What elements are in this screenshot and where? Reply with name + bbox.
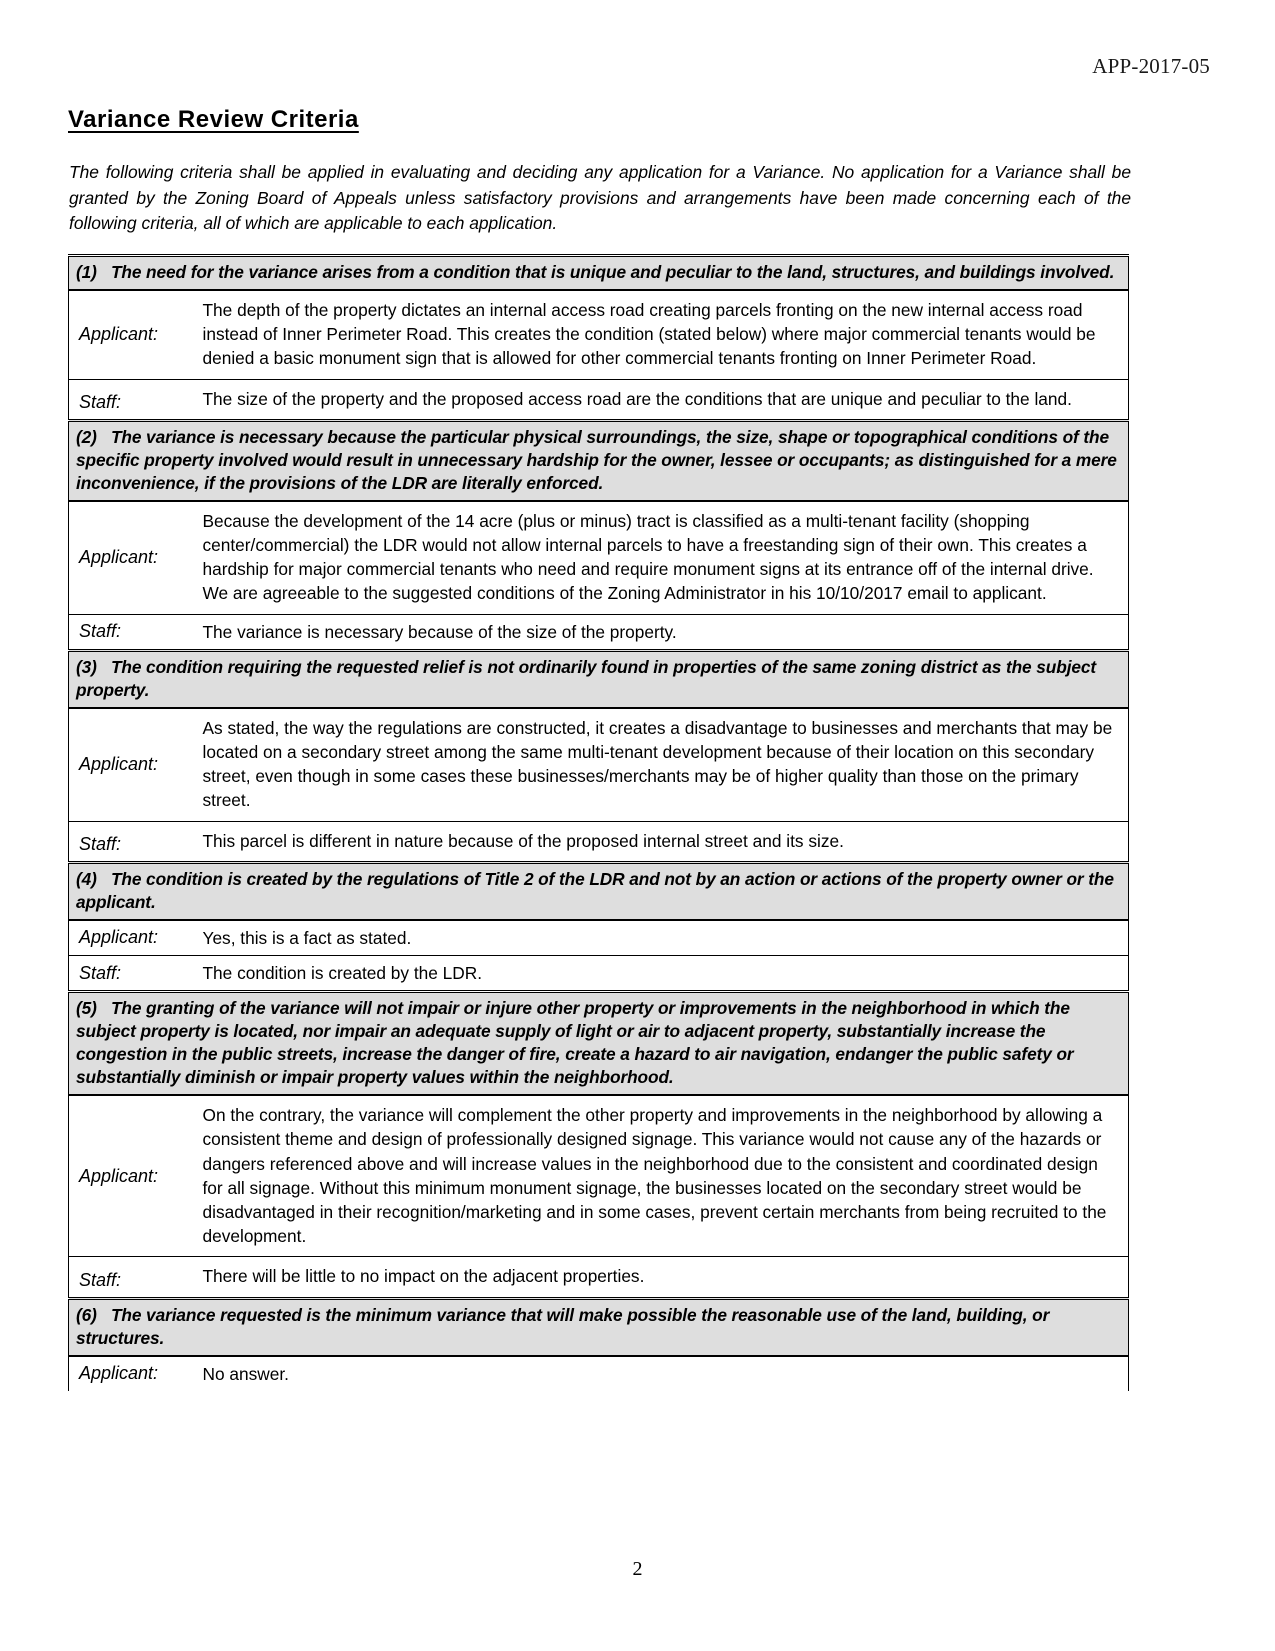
applicant-response-text: No answer. — [203, 1356, 1129, 1391]
applicant-label: Applicant: — [69, 290, 203, 379]
criterion-number: (3) — [76, 656, 97, 677]
staff-response-row — [69, 821, 1129, 862]
criterion-header-cell — [69, 862, 1129, 920]
document-id-header: APP-2017-05 — [1092, 54, 1210, 78]
applicant-response-row — [69, 1356, 1129, 1391]
criterion-statement: The condition requiring the requested relief is not ordinarily found in properties of the same zoning district as the subject property. — [76, 656, 1097, 700]
page-number: 2 — [632, 1558, 643, 1580]
applicant-response-row — [69, 1095, 1129, 1257]
criterion-text — [76, 868, 1121, 914]
criterion-number: (2) — [76, 426, 97, 447]
staff-label: Staff: — [69, 614, 203, 650]
criterion-header-row — [69, 256, 1129, 291]
criterion-header-row — [69, 1298, 1129, 1356]
applicant-label: Applicant: — [69, 501, 203, 614]
applicant-response-text: The depth of the property dictates an internal access road creating parcels fronting on the new internal access road instead of Inner Perimeter Road. This creates the condition (stated below) where major commercial tenants would be denied a basic monument sign that is allowed for other commercial tenants fronting on Inner Perimeter Road. — [203, 290, 1129, 379]
criterion-statement: The need for the variance arises from a condition that is unique and peculiar to the land, structures, and buildings involved. — [110, 262, 1115, 282]
intro-paragraph: The following criteria shall be applied in evaluating and deciding any application for a Variance. No application for a Variance shall be granted by the Zoning Board of Appeals unless satisfactory provisions and arrangements have been made concerning each of the following criteria, all of which are applicable to each application. — [69, 162, 1131, 233]
criterion-statement: The condition is created by the regulations of Title 2 of the LDR and not by an action or actions of the property owner or the applicant. — [76, 868, 1114, 912]
criterion-header-row — [69, 992, 1129, 1096]
criterion-header-row — [69, 420, 1129, 501]
criterion-header-cell — [69, 992, 1129, 1096]
staff-label: Staff: — [69, 1257, 203, 1298]
staff-response-text: There will be little to no impact on the adjacent properties. — [203, 1257, 1129, 1298]
applicant-response-text: Because the development of the 14 acre (plus or minus) tract is classified as a multi-tenant facility (shopping center/commercial) the LDR would not allow internal parcels to have a freestanding sign of their own. This creates a hardship for major commercial tenants who need and require monument signs at its entrance off of the internal drive. We are agreeable to the suggested conditions of the Zoning Administrator in his 10/10/2017 email to applicant. — [203, 501, 1129, 614]
staff-response-text: The variance is necessary because of the size of the property. — [203, 614, 1129, 650]
page-title: Variance Review Criteria — [68, 106, 359, 133]
staff-label: Staff: — [69, 379, 203, 420]
applicant-response-text: Yes, this is a fact as stated. — [203, 920, 1129, 956]
applicant-label: Applicant: — [69, 920, 203, 956]
applicant-label: Applicant: — [69, 708, 203, 821]
applicant-response-text: On the contrary, the variance will complement the other property and improvements in the neighborhood by allowing a consistent theme and design of professionally designed signage. This variance would not cause any of the hazards or dangers referenced above and will increase values in the neighborhood due to the consistent and coordinated design for all signage. Without this minimum monument signage, the businesses located on the secondary street would be disadvantaged in their recognition/marketing and in some cases, prevent certain merchants from being recruited to the development. — [203, 1095, 1129, 1257]
staff-response-text: The size of the property and the proposed access road are the conditions that are unique and peculiar to the land. — [203, 379, 1129, 420]
applicant-response-text: As stated, the way the regulations are constructed, it creates a disadvantage to businesses and merchants that may be located on a secondary street among the same multi-tenant development because of their location on this secondary street, even though in some cases these businesses/merchants may be of higher quality than those on the primary street. — [203, 708, 1129, 821]
criterion-header-cell — [69, 256, 1129, 291]
criterion-text — [76, 656, 1121, 702]
criterion-statement: The variance is necessary because the particular physical surroundings, the size, shape or topographical conditions of the specific property involved would result in unnecessary hardship for the owner, lessee or occupants; as distinguished for a mere inconvenience, if the provisions of the LDR are literally enforced. — [76, 426, 1117, 493]
applicant-response-row — [69, 290, 1129, 379]
criterion-number: (6) — [76, 1304, 97, 1325]
applicant-label: Applicant: — [69, 1095, 203, 1257]
criterion-number: (5) — [76, 998, 97, 1019]
applicant-response-row — [69, 501, 1129, 614]
staff-response-text: This parcel is different in nature because of the proposed internal street and its size. — [203, 821, 1129, 862]
staff-response-row — [69, 614, 1129, 650]
criterion-number: (4) — [76, 868, 97, 889]
applicant-response-row — [69, 920, 1129, 956]
staff-response-row — [69, 956, 1129, 992]
criterion-header-row — [69, 650, 1129, 708]
criterion-header-cell — [69, 1298, 1129, 1356]
criterion-text — [76, 426, 1121, 495]
criterion-statement: The granting of the variance will not impair or injure other property or improvements in the neighborhood in which the subject property is located, nor impair an adequate supply of light or air to adjacent property, substantially increase the congestion in the public streets, increase the danger of fire, create a hazard to air navigation, endanger the public safety or substantially diminish or impair property values within the neighborhood. — [76, 998, 1074, 1088]
criterion-text — [76, 997, 1121, 1089]
criterion-text — [76, 261, 1121, 284]
staff-response-row — [69, 379, 1129, 420]
criterion-header-row — [69, 862, 1129, 920]
staff-label: Staff: — [69, 956, 203, 992]
criterion-text — [76, 1304, 1121, 1350]
applicant-label: Applicant: — [69, 1356, 203, 1391]
criterion-header-cell — [69, 650, 1129, 708]
criterion-number: (1) — [76, 262, 97, 282]
staff-response-text: The condition is created by the LDR. — [203, 956, 1129, 992]
staff-response-row — [69, 1257, 1129, 1298]
staff-label: Staff: — [69, 821, 203, 862]
criterion-header-cell — [69, 420, 1129, 501]
variance-criteria-table — [68, 254, 1129, 1391]
criterion-statement: The variance requested is the minimum variance that will make possible the reasonable use of the land, building, or structures. — [76, 1304, 1050, 1348]
applicant-response-row — [69, 708, 1129, 821]
